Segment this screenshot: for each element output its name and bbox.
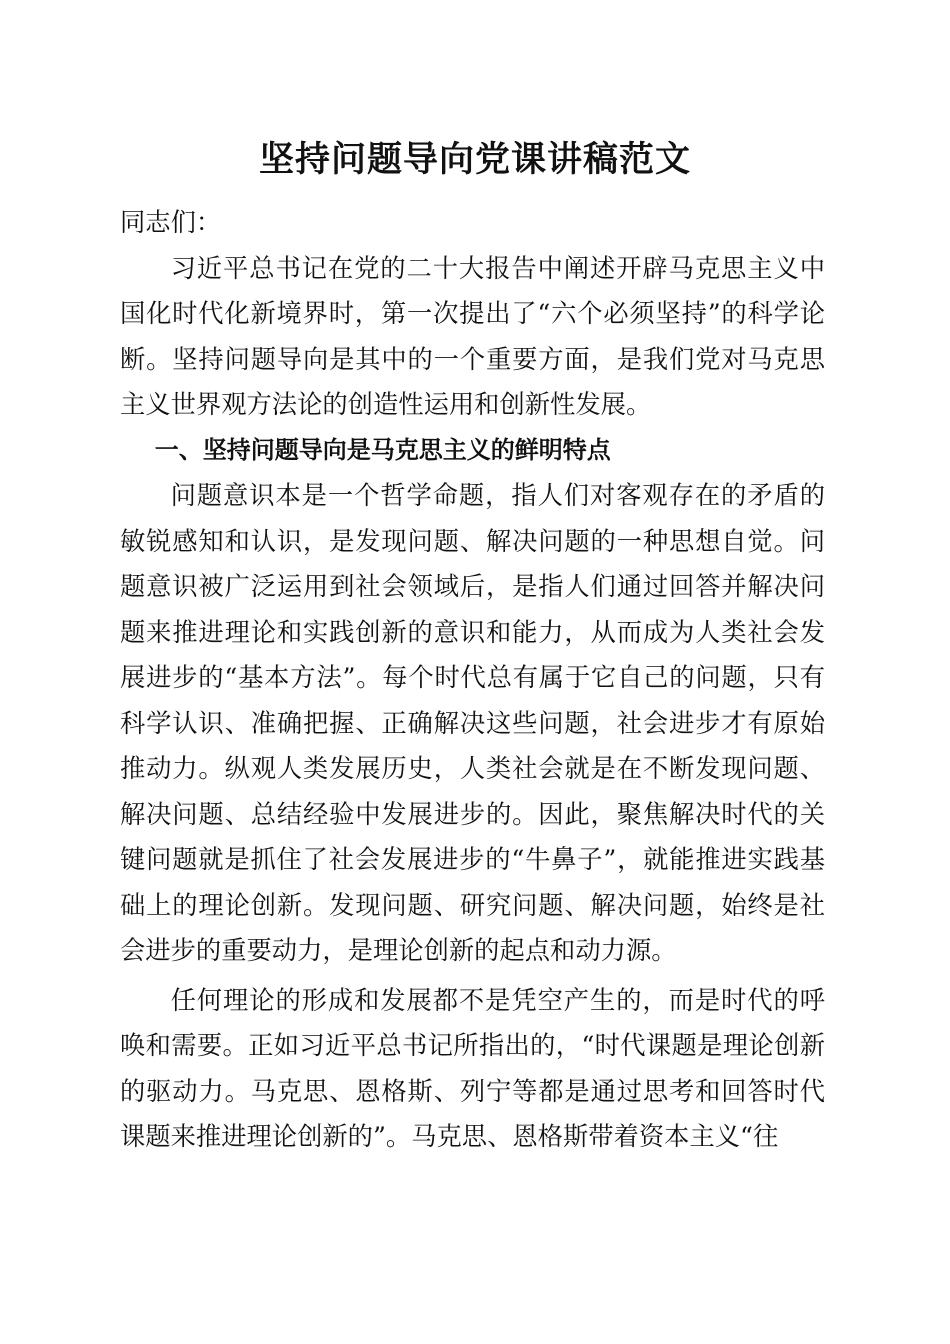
document-body	[120, 200, 825, 1160]
body-paragraph: 问题意识本是一个哲学命题，指人们对客观存在的矛盾的敏锐感知和认识，是发现问题、解决问题的一种思想自觉。问题意识被广泛运用到社会领域后，是指人们通过回答并解决问题来推进理论和实践创新的意识和能力，从而成为人类社会发展进步的“基本方法”。每个时代总有属于它自己的问题，只有科学认识、准确把握、正确解决这些问题，社会进步才有原始推动力。纵观人类发展历史，人类社会就是在不断发现问题、解决问题、总结经验中发展进步的。因此，聚焦解决时代的关键问题就是抓住了社会发展进步的“牛鼻子”，就能推进实践基础上的理论创新。发现问题、研究问题、解决问题，始终是社会进步的重要动力，是理论创新的起点和动力源。	[120, 481, 825, 965]
section-heading: 一、坚持问题导向是马克思主义的鲜明特点	[154, 435, 611, 464]
intro-paragraph: 习近平总书记在党的二十大报告中阐述开辟马克思主义中国化时代化新境界时，第一次提出了“六个必须坚持”的科学论断。坚持问题导向是其中的一个重要方面，是我们党对马克思主义世界观方法论的创造性运用和创新性发展。	[120, 253, 825, 419]
document-title: 坚持问题导向党课讲稿范文	[258, 139, 691, 180]
salutation: 同志们：	[120, 208, 222, 237]
body-paragraph: 任何理论的形成和发展都不是凭空产生的，而是时代的呼唤和需要。正如习近平总书记所指出的，“时代课题是理论创新的驱动力。马克思、恩格斯、列宁等都是通过思考和回答时代课题来推进理论创新的”。马克思、恩格斯带着资本主义“往	[120, 985, 825, 1151]
